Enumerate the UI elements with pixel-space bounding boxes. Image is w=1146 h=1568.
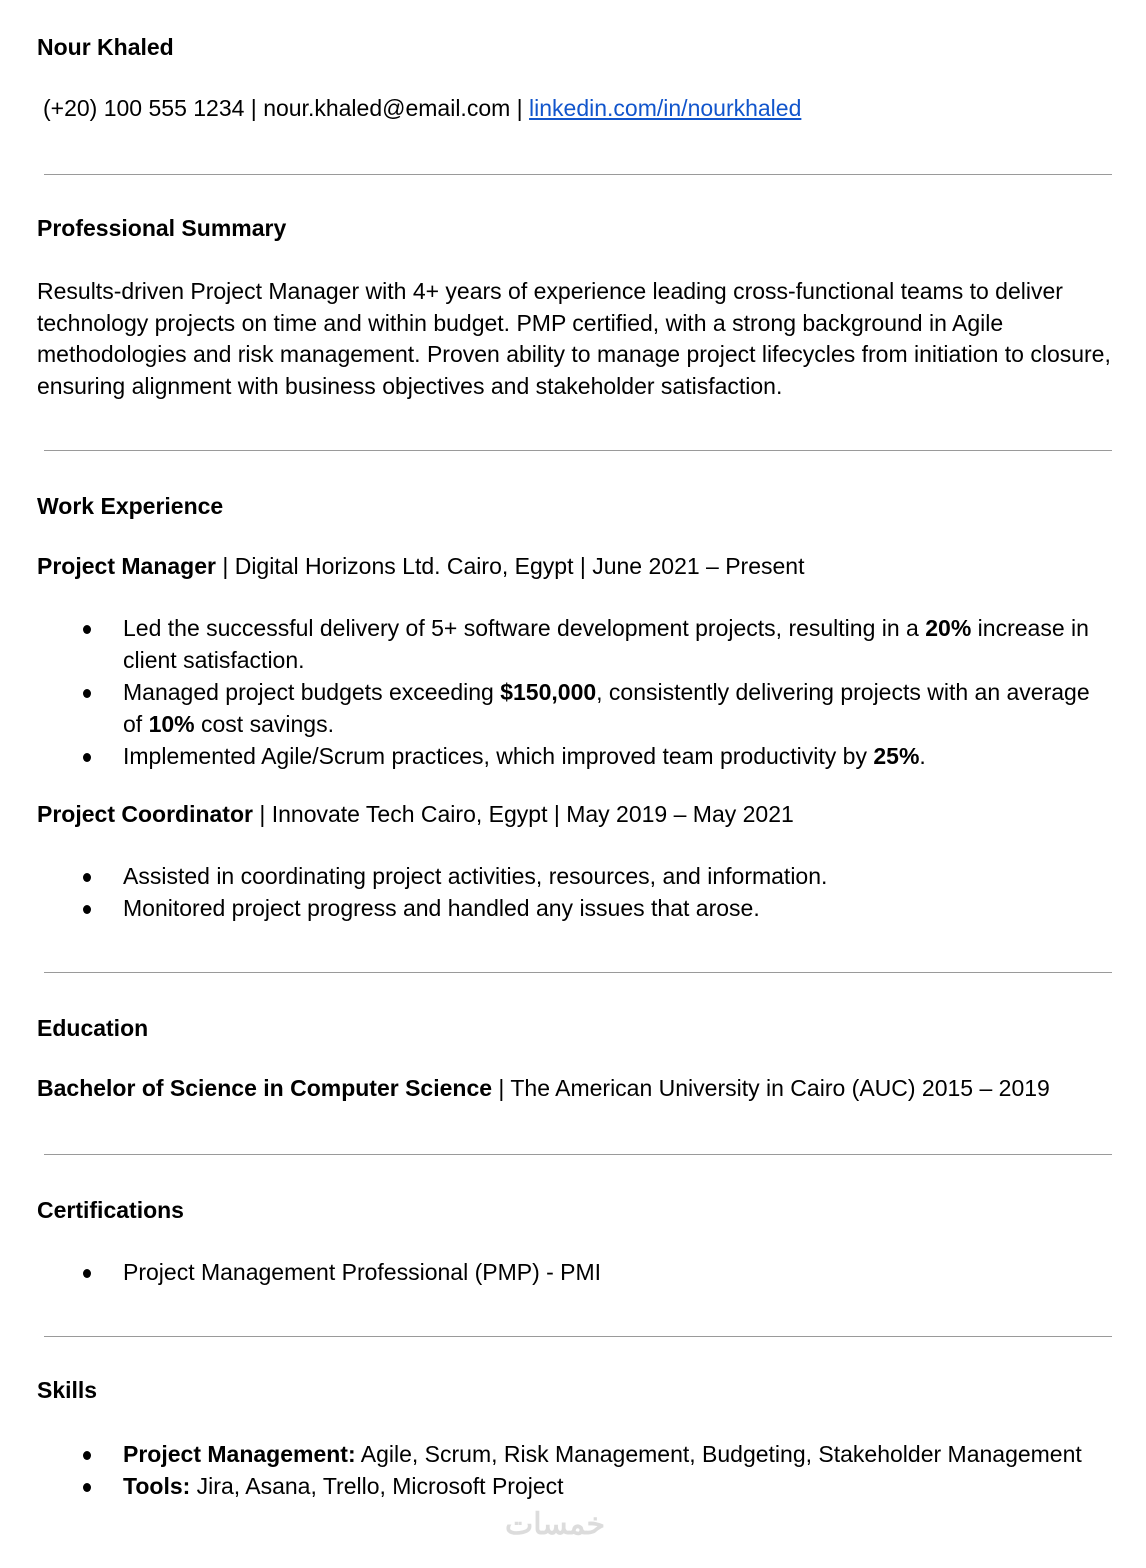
section-heading-summary: Professional Summary [37,215,287,241]
job-bullets [37,612,1112,772]
education-entry [37,1075,1050,1102]
skills-list [37,1438,1112,1502]
section-heading-experience: Work Experience [37,493,224,519]
list-item: Tools: Jira, Asana, Trello, Microsoft Project [37,1470,1112,1502]
divider [44,1336,1112,1337]
email-address: nour.khaled@email.com [263,95,511,121]
divider [44,972,1112,973]
education-details: | The American University in Cairo (AUC) 2015 – 2019 [492,1075,1050,1101]
watermark-logo: خمسات [505,1508,606,1541]
candidate-name: Nour Khaled [37,34,174,60]
certifications-list [37,1256,1112,1288]
section-heading-skills: Skills [37,1377,98,1403]
list-item: Managed project budgets exceeding $150,000, consistently delivering projects with an average of 10% cost savings. [37,676,1112,740]
job-details: | Innovate Tech Cairo, Egypt | May 2019 – May 2021 [252,801,794,827]
list-item: Monitored project progress and handled any issues that arose. [37,892,1112,924]
phone-number: (+20) 100 555 1234 [43,95,245,121]
list-item: Assisted in coordinating project activities, resources, and information. [37,860,1112,892]
section-heading-education: Education [37,1015,149,1041]
separator: | [244,95,264,121]
list-item: Project Management: Agile, Scrum, Risk Management, Budgeting, Stakeholder Management [37,1438,1112,1470]
divider [44,450,1112,451]
contact-line [43,95,801,122]
job-details: | Digital Horizons Ltd. Cairo, Egypt | June 2021 – Present [215,553,805,579]
list-item: Implemented Agile/Scrum practices, which improved team productivity by 25%. [37,740,1112,772]
divider [44,1154,1112,1155]
summary-text: Results-driven Project Manager with 4+ years of experience leading cross-functional teams to deliver technology projects on time and within budget. PMP certified, with a strong background in Agile methodologies and risk management. Proven ability to manage project lifecycles from initiation to closure, ensuring alignment with business objectives and stakeholder satisfaction. [37,278,1111,399]
job-title-line [37,553,805,580]
degree: Bachelor of Science in Computer Science [37,1075,493,1101]
separator: | [510,95,530,121]
job-title: Project Coordinator [37,801,253,827]
job-bullets [37,860,1112,924]
job-title-line [37,801,794,828]
list-item: Led the successful delivery of 5+ software development projects, resulting in a 20% increase in client satisfaction. [37,612,1112,676]
section-heading-certifications: Certifications [37,1197,184,1223]
divider [44,174,1112,175]
job-title: Project Manager [37,553,216,579]
linkedin-link[interactable]: linkedin.com/in/nourkhaled [529,95,802,121]
list-item: Project Management Professional (PMP) - PMI [37,1256,1112,1288]
